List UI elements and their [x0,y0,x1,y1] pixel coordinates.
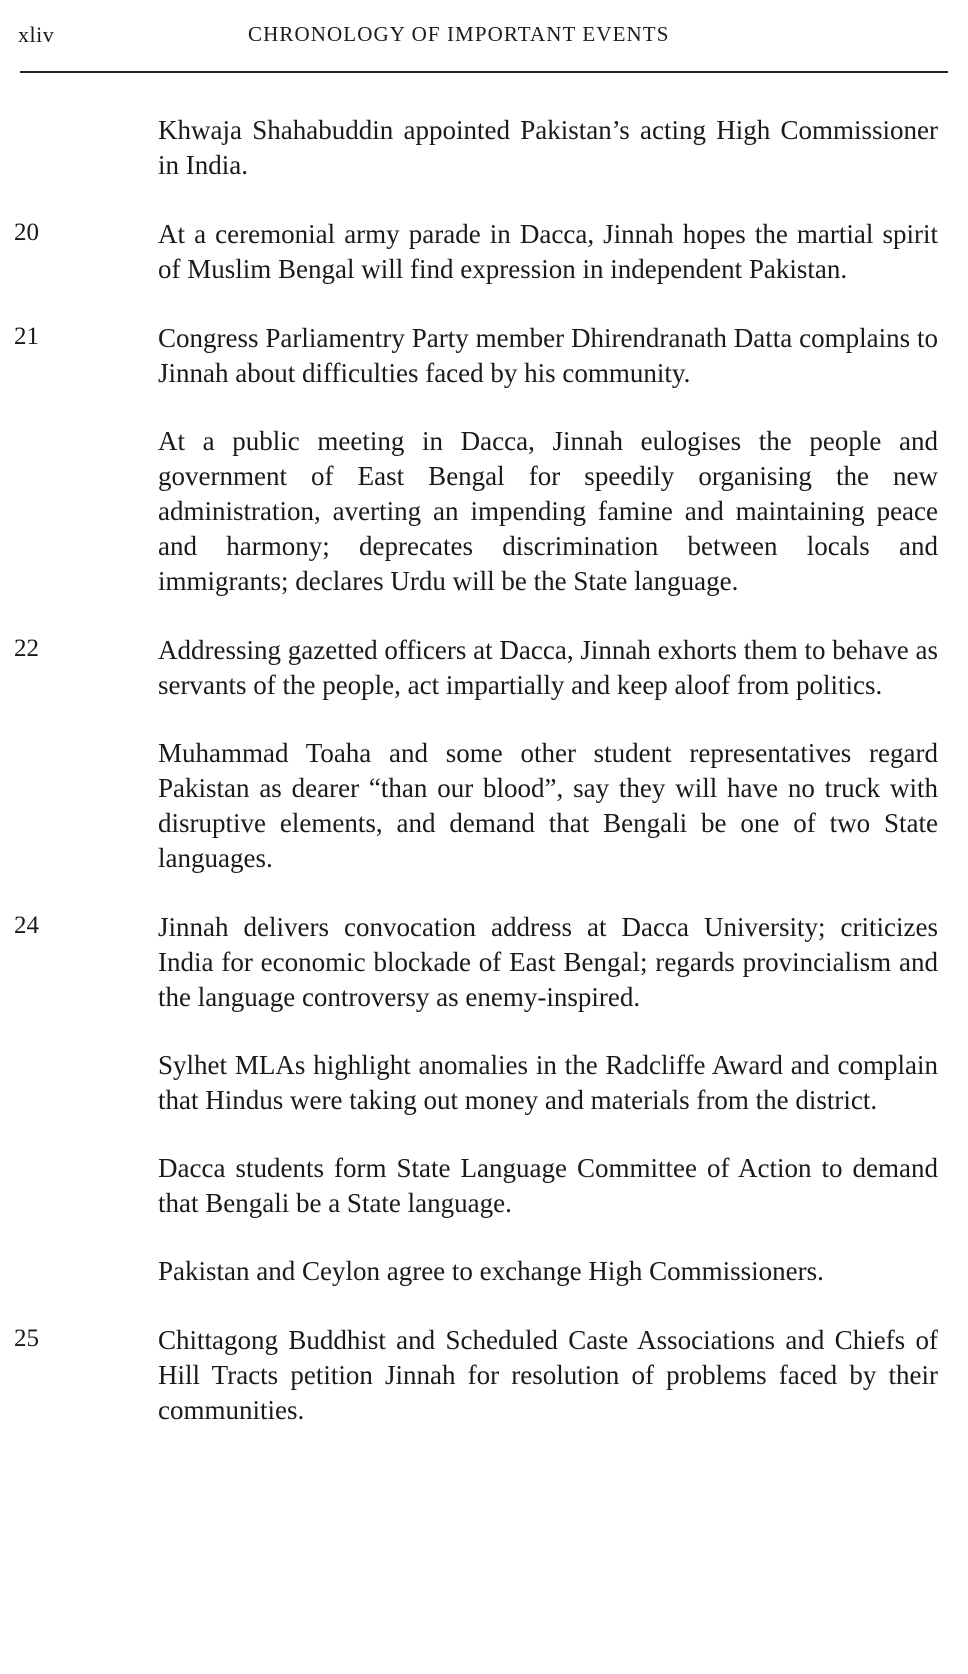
page-header [0,0,968,80]
entry-day: 21 [14,323,39,350]
chronology-entry [0,1048,968,1118]
chronology-entry [0,1151,968,1221]
entry-text: Dacca students form State Language Committee of Action to demand that Bengali be a State language. [158,1153,938,1218]
entry-text: Jinnah delivers convocation address at Dacca University; criticizes India for economic blockade of East Bengal; regards provincialism and the language controversy as enemy-inspired. [158,912,938,1012]
entry-text: Khwaja Shahabuddin appointed Pakistan’s acting High Commissioner in India. [158,115,938,180]
entry-day: 22 [14,635,39,662]
page-number: xliv [18,22,55,47]
chronology-entry [0,321,968,391]
chronology-entry [0,424,968,599]
chronology-entries [0,113,968,1428]
entry-text: Sylhet MLAs highlight anomalies in the Radcliffe Award and complain that Hindus were taking out money and materials from the district. [158,1050,938,1115]
entry-day: 25 [14,1325,39,1352]
chronology-entry [0,910,968,1015]
chronology-entry [0,736,968,876]
chronology-entry [0,113,968,183]
entry-text: Chittagong Buddhist and Scheduled Caste Associations and Chiefs of Hill Tracts petition Jinnah for resolution of problems faced by their communities. [158,1325,938,1425]
entry-text: At a ceremonial army parade in Dacca, Jinnah hopes the martial spirit of Muslim Bengal will find expression in independent Pakistan. [158,219,938,284]
chronology-entry [0,1323,968,1428]
entry-text: Congress Parliamentry Party member Dhirendranath Datta complains to Jinnah about difficulties faced by his community. [158,323,938,388]
chronology-entry [0,633,968,703]
chronology-entry [0,217,968,287]
header-rule [20,71,948,73]
entry-text: At a public meeting in Dacca, Jinnah eulogises the people and government of East Bengal for speedily organising the new administration, averting an impending famine and maintaining peace and harmony; deprecates discrimination between locals and immigrants; declares Urdu will be the State language. [158,426,938,596]
entry-text: Muhammad Toaha and some other student representatives regard Pakistan as dearer “than our blood”, say they will have no truck with disruptive elements, and demand that Bengali be one of two State languages. [158,738,938,873]
chronology-entry [0,1254,968,1289]
entry-text: Addressing gazetted officers at Dacca, Jinnah exhorts them to behave as servants of the people, act impartially and keep aloof from politics. [158,635,938,700]
entry-text: Pakistan and Ceylon agree to exchange High Commissioners. [158,1256,824,1286]
entry-day: 24 [14,912,39,939]
entry-day: 20 [14,219,39,246]
running-title: CHRONOLOGY OF IMPORTANT EVENTS [248,22,670,46]
